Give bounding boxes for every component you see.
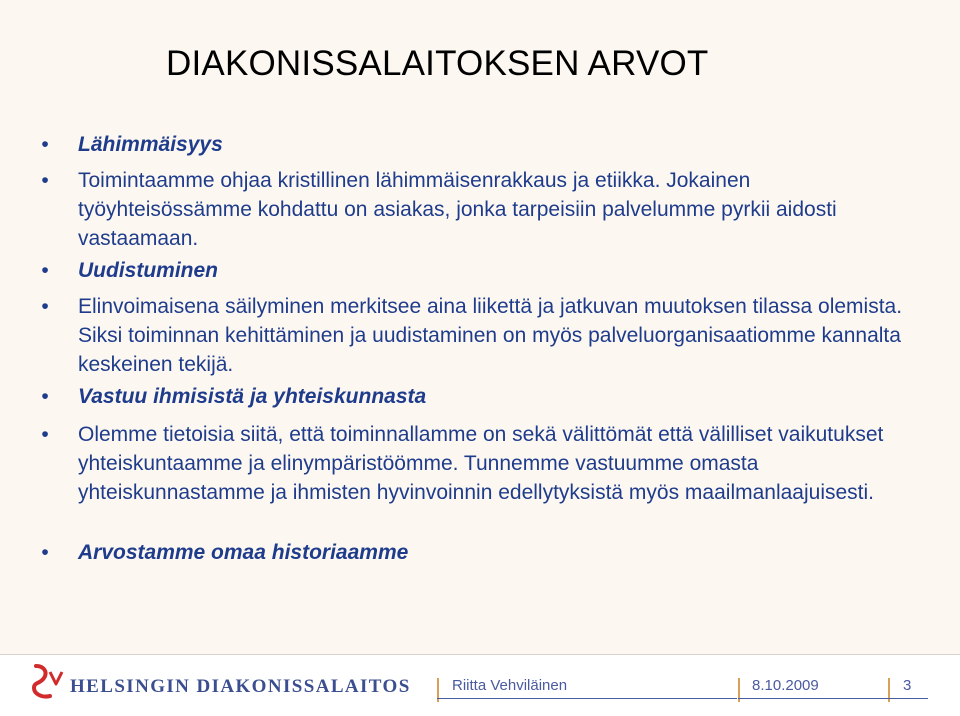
value-description-uudistuminen: Elinvoimaisena säilyminen merkitsee aina liikettä ja jatkuvan muutoksen tilassa olemista. Siksi toiminnan kehittäminen ja uudistaminen on myös palveluorganisaatiomme kannalta keskeinen tekijä. bbox=[78, 295, 903, 376]
footer-date: 8.10.2009 bbox=[752, 677, 819, 694]
value-description-vastuu: Olemme tietoisia siitä, että toiminnallamme on sekä välittömät että välilliset vaikutukset yhteiskuntaamme ja elinympäristöömme. Tunnemme vastuumme omasta yhteiskunnastamme ja ihmisten hyvinvoinnin edellytyksistä myös maailmanlaajuisesti. bbox=[78, 423, 884, 504]
bullet: • bbox=[41, 423, 49, 446]
footer-author: Riitta Vehviläinen bbox=[452, 677, 568, 694]
slide-title: DIAKONISSALAITOKSEN ARVOT bbox=[166, 44, 709, 83]
bullet: • bbox=[41, 541, 49, 564]
footer-author-underline bbox=[437, 698, 737, 699]
footer-divider bbox=[0, 654, 960, 655]
bullet: • bbox=[41, 385, 49, 408]
value-heading-uudistuminen: Uudistuminen bbox=[78, 259, 218, 282]
page-number-underline bbox=[888, 698, 928, 699]
value-heading-lahimmaisyys: Lähimmäisyys bbox=[78, 133, 223, 156]
value-description-lahimmaisyys: Toimintaamme ohjaa kristillinen lähimmäisenrakkaus ja etiikka. Jokainen työyhteisössämme kohdattu on asiakas, jonka tarpeisiin palvelumme pyrkii aidosti vastaamaan. bbox=[78, 169, 837, 250]
bullet: • bbox=[41, 169, 49, 192]
logo-wordmark: HELSINGIN DIAKONISSALAITOS bbox=[70, 676, 411, 697]
value-heading-historia: Arvostamme omaa historiaamme bbox=[78, 541, 409, 564]
value-heading-vastuu: Vastuu ihmisistä ja yhteiskunnasta bbox=[78, 385, 427, 408]
bullet: • bbox=[41, 295, 49, 318]
diakonissalaitos-logo-icon bbox=[30, 662, 66, 702]
bullet: • bbox=[41, 259, 49, 282]
page-number: 3 bbox=[903, 677, 912, 694]
bullet: • bbox=[41, 133, 49, 156]
footer-date-underline bbox=[738, 698, 888, 699]
